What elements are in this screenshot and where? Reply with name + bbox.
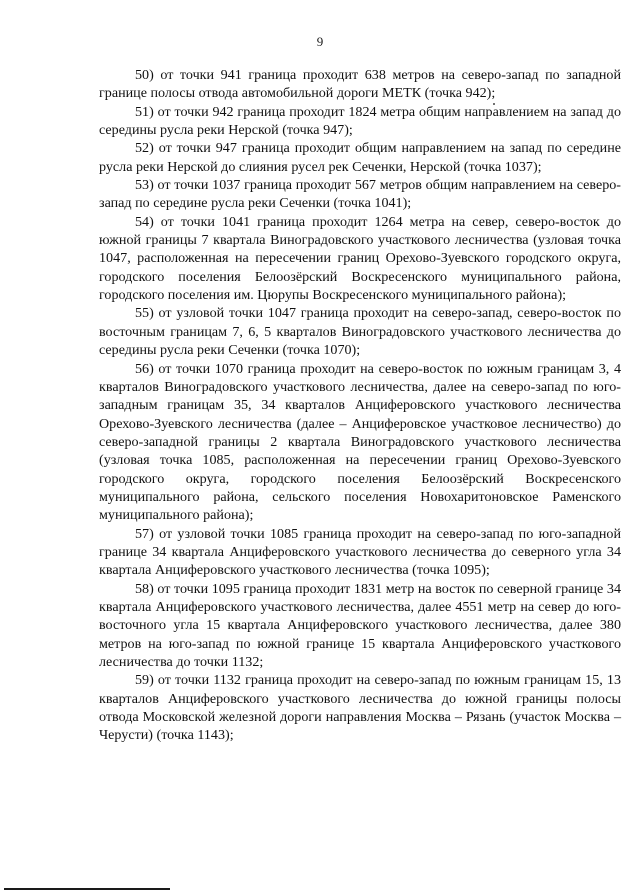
paragraph-item-54: 54) от точки 1041 граница проходит 1264 метра на север, северо-восток до южной границы 7 квартала Виноградовского участкового лесничества (узловая точка 1047, расположенная на пересечении границ Орехово-Зуевского городского округа, городского поселения Белоозёрский Воскресенского муниципального района, городского поселения им. Цюрупы Воскресенского муниципального района); — [99, 213, 621, 304]
paragraph-item-52: 52) от точки 947 граница проходит общим направлением на запад по середине русла реки Нерской до слияния русел рек Сеченки, Нерской (точка 1037); — [99, 140, 621, 175]
paragraph-item-59: 59) от точки 1132 граница проходит на северо-запад по южным границам 15, 13 кварталов Анциферовского участкового лесничества до южной границы полосы отвода Московской железной дороги направления Москва – Рязань (участок Москва – Черусти) (точка 1143); — [99, 672, 621, 744]
paragraph-item-51: 51) от точки 942 граница проходит 1824 метра общим направлением на запад до середины русла реки Нерской (точка 947); — [99, 103, 621, 139]
paragraph-item-53: 53) от точки 1037 граница проходит 567 метров общим направлением на северо-запад по середине русла реки Сеченки (точка 1041); — [99, 177, 621, 212]
footer-rule — [4, 888, 170, 890]
page-number: 9 — [316, 34, 324, 49]
paragraph-item-56: 56) от точки 1070 граница проходит на северо-восток по южным границам 3, 4 кварталов Виноградовского участкового лесничества, далее на северо-запад по юго-западным границам 35, 34 кварталов Анциферовского участкового лесничества Орехово-Зуевского лесничества (далее – Анциферовское участковое лесничество) до северо-западной границы 2 квартала Виноградовского участкового лесничества (узловая точка 1085, расположенная на пересечении границ Орехово-Зуевского городского округа, городского поселения Белоозёрский Воскресенского муниципального района, сельского поселения Новохаритоновское Раменского муниципального района); — [99, 360, 621, 524]
paragraph-item-58: 58) от точки 1095 граница проходит 1831 метр на восток по северной границе 34 квартала Анциферовского участкового лесничества, далее 4551 метр на север до юго-восточного угла 15 квартала Анциферовского участкового лесничества, далее 380 метров на юго-запад по южной границе 15 квартала Анциферовского участкового лесничества до точки 1132; — [99, 580, 621, 670]
paragraph-item-55: 55) от узловой точки 1047 граница проходит на северо-запад, северо-восток по восточным границам 7, 6, 5 кварталов Виноградовского участкового лесничества до середины русла реки Сеченки (точка 1070); — [99, 305, 621, 359]
document-body — [99, 66, 621, 745]
paragraph-item-57: 57) от узловой точки 1085 граница проходит на северо-запад по юго-западной границе 34 квартала Анциферовского участкового лесничества до северного угла 34 квартала Анциферовского участкового лесничества (точка 1095); — [99, 525, 621, 579]
paragraph-item-50: 50) от точки 941 граница проходит 638 метров на северо-запад по западной границе полосы отвода автомобильной дороги МЕТК (точка 942); — [99, 67, 621, 102]
